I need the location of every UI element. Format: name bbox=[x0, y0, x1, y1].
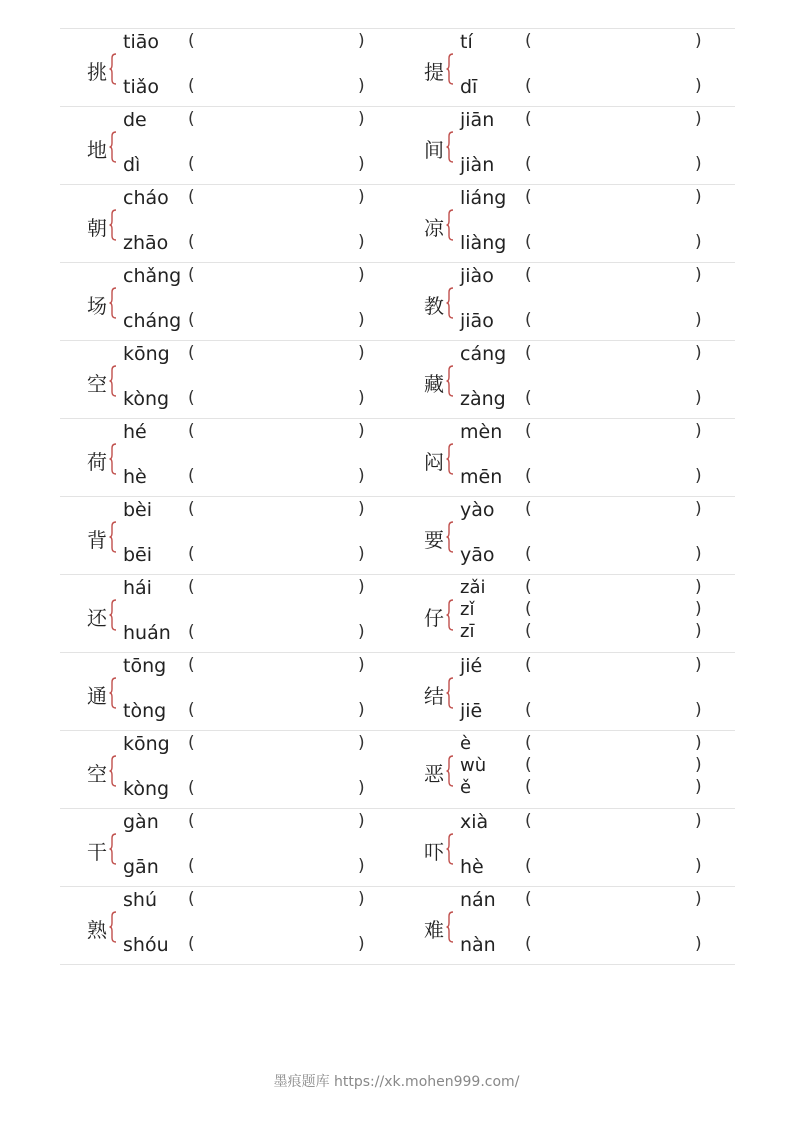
curly-brace-icon bbox=[109, 365, 117, 397]
answer-blank-close-paren[interactable]: ) bbox=[358, 232, 365, 252]
hanzi-character: 难 bbox=[424, 918, 444, 942]
polyphone-item bbox=[397, 809, 734, 886]
answer-blank-open-paren[interactable]: ( bbox=[525, 811, 532, 831]
pinyin-reading: è bbox=[460, 733, 472, 754]
pinyin-reading: tiǎo bbox=[123, 76, 159, 98]
answer-blank-close-paren[interactable]: ) bbox=[695, 388, 702, 408]
answer-blank-close-paren[interactable]: ) bbox=[358, 310, 365, 330]
pinyin-reading: tí bbox=[460, 31, 473, 53]
polyphone-item bbox=[60, 341, 397, 418]
pinyin-reading: kòng bbox=[123, 388, 170, 410]
curly-brace-icon bbox=[446, 677, 454, 709]
hanzi-character: 空 bbox=[87, 372, 107, 396]
answer-blank-open-paren[interactable]: ( bbox=[525, 76, 532, 96]
answer-blank-close-paren[interactable]: ) bbox=[695, 310, 702, 330]
polyphone-item bbox=[397, 653, 734, 730]
answer-blank-close-paren[interactable]: ) bbox=[695, 31, 702, 51]
answer-blank-close-paren[interactable]: ) bbox=[695, 621, 702, 641]
pinyin-reading: kōng bbox=[123, 733, 170, 755]
pinyin-reading: zǐ bbox=[460, 599, 475, 620]
pinyin-reading: shú bbox=[123, 889, 157, 911]
worksheet-row bbox=[60, 575, 735, 653]
answer-blank-close-paren[interactable]: ) bbox=[358, 544, 365, 564]
answer-blank-open-paren[interactable]: ( bbox=[188, 421, 195, 441]
hanzi-character: 熟 bbox=[87, 918, 107, 942]
answer-blank-open-paren[interactable]: ( bbox=[188, 934, 195, 954]
curly-brace-icon bbox=[109, 443, 117, 475]
worksheet-row bbox=[60, 29, 735, 107]
hanzi-character: 提 bbox=[424, 60, 444, 84]
answer-blank-open-paren[interactable]: ( bbox=[188, 499, 195, 519]
hanzi-character: 藏 bbox=[424, 372, 444, 396]
answer-blank-open-paren[interactable]: ( bbox=[525, 109, 532, 129]
answer-blank-close-paren[interactable]: ) bbox=[695, 577, 702, 597]
hanzi-character: 荷 bbox=[87, 450, 107, 474]
pinyin-reading: cháng bbox=[123, 310, 182, 332]
pinyin-reading: ě bbox=[460, 777, 472, 798]
hanzi-character: 凉 bbox=[424, 216, 444, 240]
pinyin-reading: de bbox=[123, 109, 147, 131]
answer-blank-open-paren[interactable]: ( bbox=[525, 777, 532, 797]
answer-blank-open-paren[interactable]: ( bbox=[525, 655, 532, 675]
answer-blank-close-paren[interactable]: ) bbox=[358, 622, 365, 642]
polyphone-item bbox=[397, 185, 734, 262]
polyphone-item bbox=[60, 29, 397, 106]
pinyin-reading: tòng bbox=[123, 700, 167, 722]
curly-brace-icon bbox=[446, 53, 454, 85]
answer-blank-close-paren[interactable]: ) bbox=[695, 544, 702, 564]
hanzi-character: 吓 bbox=[424, 840, 444, 864]
answer-blank-close-paren[interactable]: ) bbox=[358, 109, 365, 129]
pinyin-reading: jiàn bbox=[460, 154, 495, 176]
worksheet-row bbox=[60, 419, 735, 497]
answer-blank-open-paren[interactable]: ( bbox=[525, 265, 532, 285]
answer-blank-close-paren[interactable]: ) bbox=[358, 811, 365, 831]
worksheet-row bbox=[60, 263, 735, 341]
hanzi-character: 恶 bbox=[424, 762, 444, 786]
answer-blank-close-paren[interactable]: ) bbox=[358, 499, 365, 519]
curly-brace-icon bbox=[109, 911, 117, 943]
answer-blank-close-paren[interactable]: ) bbox=[358, 154, 365, 174]
worksheet-row bbox=[60, 497, 735, 575]
answer-blank-close-paren[interactable]: ) bbox=[695, 700, 702, 720]
pinyin-reading: bèi bbox=[123, 499, 153, 521]
hanzi-character: 间 bbox=[424, 138, 444, 162]
pinyin-reading: zǎi bbox=[460, 577, 486, 598]
curly-brace-icon bbox=[109, 53, 117, 85]
answer-blank-close-paren[interactable]: ) bbox=[695, 343, 702, 363]
pinyin-reading: gān bbox=[123, 856, 159, 878]
answer-blank-close-paren[interactable]: ) bbox=[695, 466, 702, 486]
answer-blank-open-paren[interactable]: ( bbox=[188, 388, 195, 408]
hanzi-character: 仔 bbox=[424, 606, 444, 630]
pinyin-reading: dī bbox=[460, 76, 478, 98]
polyphone-item bbox=[60, 497, 397, 574]
curly-brace-icon bbox=[446, 833, 454, 865]
worksheet-row bbox=[60, 887, 735, 965]
answer-blank-close-paren[interactable]: ) bbox=[358, 934, 365, 954]
answer-blank-open-paren[interactable]: ( bbox=[188, 31, 195, 51]
answer-blank-close-paren[interactable]: ) bbox=[358, 700, 365, 720]
curly-brace-icon bbox=[109, 755, 117, 787]
answer-blank-open-paren[interactable]: ( bbox=[525, 499, 532, 519]
answer-blank-open-paren[interactable]: ( bbox=[188, 733, 195, 753]
pinyin-reading: liàng bbox=[460, 232, 507, 254]
answer-blank-open-paren[interactable]: ( bbox=[525, 599, 532, 619]
answer-blank-open-paren[interactable]: ( bbox=[188, 343, 195, 363]
curly-brace-icon bbox=[109, 131, 117, 163]
pinyin-reading: xià bbox=[460, 811, 489, 833]
answer-blank-open-paren[interactable]: ( bbox=[525, 733, 532, 753]
polyphone-item bbox=[60, 263, 397, 340]
worksheet-row bbox=[60, 107, 735, 185]
pinyin-reading: zhāo bbox=[123, 232, 169, 254]
pinyin-reading: hè bbox=[460, 856, 484, 878]
pinyin-reading: wù bbox=[460, 755, 487, 776]
pinyin-reading: yāo bbox=[460, 544, 495, 566]
hanzi-character: 通 bbox=[87, 684, 107, 708]
answer-blank-close-paren[interactable]: ) bbox=[358, 31, 365, 51]
answer-blank-close-paren[interactable]: ) bbox=[358, 421, 365, 441]
answer-blank-open-paren[interactable]: ( bbox=[188, 577, 195, 597]
hanzi-character: 结 bbox=[424, 684, 444, 708]
answer-blank-close-paren[interactable]: ) bbox=[695, 655, 702, 675]
hanzi-character: 地 bbox=[87, 138, 107, 162]
answer-blank-open-paren[interactable]: ( bbox=[525, 421, 532, 441]
curly-brace-icon bbox=[109, 287, 117, 319]
answer-blank-close-paren[interactable]: ) bbox=[695, 232, 702, 252]
answer-blank-open-paren[interactable]: ( bbox=[525, 388, 532, 408]
pinyin-reading: dì bbox=[123, 154, 141, 176]
answer-blank-open-paren[interactable]: ( bbox=[525, 544, 532, 564]
worksheet-row bbox=[60, 653, 735, 731]
answer-blank-close-paren[interactable]: ) bbox=[358, 265, 365, 285]
answer-blank-close-paren[interactable]: ) bbox=[695, 76, 702, 96]
curly-brace-icon bbox=[109, 521, 117, 553]
answer-blank-open-paren[interactable]: ( bbox=[188, 466, 195, 486]
answer-blank-open-paren[interactable]: ( bbox=[188, 700, 195, 720]
curly-brace-icon bbox=[446, 209, 454, 241]
hanzi-character: 教 bbox=[424, 294, 444, 318]
polyphone-item bbox=[397, 887, 734, 964]
pinyin-reading: jiào bbox=[460, 265, 494, 287]
answer-blank-open-paren[interactable]: ( bbox=[525, 31, 532, 51]
curly-brace-icon bbox=[446, 443, 454, 475]
pinyin-reading: hè bbox=[123, 466, 147, 488]
answer-blank-close-paren[interactable]: ) bbox=[358, 466, 365, 486]
answer-blank-close-paren[interactable]: ) bbox=[695, 856, 702, 876]
hanzi-character: 挑 bbox=[87, 60, 107, 84]
footer-watermark: 墨痕题库 https://xk.mohen999.com/ bbox=[273, 1074, 520, 1090]
polyphone-item bbox=[60, 887, 397, 964]
pinyin-reading: hái bbox=[123, 577, 152, 599]
answer-blank-open-paren[interactable]: ( bbox=[525, 856, 532, 876]
answer-blank-open-paren[interactable]: ( bbox=[188, 889, 195, 909]
worksheet-row bbox=[60, 809, 735, 887]
pinyin-reading: cáng bbox=[460, 343, 507, 365]
pinyin-reading: liáng bbox=[460, 187, 507, 209]
answer-blank-close-paren[interactable]: ) bbox=[358, 655, 365, 675]
answer-blank-open-paren[interactable]: ( bbox=[188, 856, 195, 876]
pinyin-reading: zī bbox=[460, 621, 475, 642]
pinyin-reading: nàn bbox=[460, 934, 496, 956]
polyphone-item bbox=[60, 107, 397, 184]
curly-brace-icon bbox=[446, 911, 454, 943]
answer-blank-open-paren[interactable]: ( bbox=[525, 154, 532, 174]
answer-blank-open-paren[interactable]: ( bbox=[188, 811, 195, 831]
polyphone-item bbox=[397, 29, 734, 106]
pinyin-reading: gàn bbox=[123, 811, 159, 833]
polyphone-item bbox=[397, 497, 734, 574]
answer-blank-close-paren[interactable]: ) bbox=[358, 733, 365, 753]
answer-blank-open-paren[interactable]: ( bbox=[525, 343, 532, 363]
polyphone-item bbox=[60, 419, 397, 496]
answer-blank-open-paren[interactable]: ( bbox=[188, 76, 195, 96]
worksheet-row bbox=[60, 341, 735, 419]
worksheet-row bbox=[60, 731, 735, 809]
polyphone-item bbox=[60, 731, 397, 808]
pinyin-reading: tiāo bbox=[123, 31, 159, 53]
answer-blank-close-paren[interactable]: ) bbox=[695, 499, 702, 519]
hanzi-character: 干 bbox=[87, 840, 107, 864]
answer-blank-close-paren[interactable]: ) bbox=[695, 889, 702, 909]
answer-blank-open-paren[interactable]: ( bbox=[188, 622, 195, 642]
answer-blank-close-paren[interactable]: ) bbox=[695, 733, 702, 753]
answer-blank-open-paren[interactable]: ( bbox=[188, 310, 195, 330]
curly-brace-icon bbox=[109, 833, 117, 865]
polyphone-item bbox=[60, 653, 397, 730]
answer-blank-close-paren[interactable]: ) bbox=[358, 187, 365, 207]
answer-blank-open-paren[interactable]: ( bbox=[525, 755, 532, 775]
answer-blank-open-paren[interactable]: ( bbox=[525, 889, 532, 909]
curly-brace-icon bbox=[446, 599, 454, 631]
pinyin-reading: nán bbox=[460, 889, 496, 911]
polyphone-item bbox=[397, 419, 734, 496]
answer-blank-close-paren[interactable]: ) bbox=[695, 811, 702, 831]
hanzi-character: 闷 bbox=[424, 450, 444, 474]
answer-blank-close-paren[interactable]: ) bbox=[358, 889, 365, 909]
hanzi-character: 背 bbox=[87, 528, 107, 552]
polyphone-item bbox=[397, 731, 734, 808]
curly-brace-icon bbox=[446, 287, 454, 319]
answer-blank-open-paren[interactable]: ( bbox=[188, 655, 195, 675]
answer-blank-open-paren[interactable]: ( bbox=[525, 310, 532, 330]
curly-brace-icon bbox=[446, 521, 454, 553]
answer-blank-open-paren[interactable]: ( bbox=[188, 232, 195, 252]
answer-blank-open-paren[interactable]: ( bbox=[525, 700, 532, 720]
polyphone-item bbox=[397, 263, 734, 340]
pinyin-reading: chǎng bbox=[123, 265, 182, 287]
hanzi-character: 朝 bbox=[87, 216, 107, 240]
answer-blank-open-paren[interactable]: ( bbox=[188, 154, 195, 174]
pinyin-reading: kōng bbox=[123, 343, 170, 365]
hanzi-character: 要 bbox=[424, 528, 444, 552]
answer-blank-close-paren[interactable]: ) bbox=[695, 109, 702, 129]
pinyin-reading: bēi bbox=[123, 544, 153, 566]
answer-blank-close-paren[interactable]: ) bbox=[695, 599, 702, 619]
answer-blank-open-paren[interactable]: ( bbox=[188, 265, 195, 285]
answer-blank-open-paren[interactable]: ( bbox=[188, 778, 195, 798]
answer-blank-open-paren[interactable]: ( bbox=[525, 621, 532, 641]
polyphone-item bbox=[60, 575, 397, 652]
answer-blank-open-paren[interactable]: ( bbox=[525, 187, 532, 207]
worksheet-row bbox=[60, 185, 735, 263]
polyphone-item bbox=[397, 341, 734, 418]
pinyin-reading: hé bbox=[123, 421, 147, 443]
pinyin-reading: kòng bbox=[123, 778, 170, 800]
pinyin-reading: yào bbox=[460, 499, 495, 521]
answer-blank-open-paren[interactable]: ( bbox=[188, 544, 195, 564]
curly-brace-icon bbox=[109, 599, 117, 631]
pinyin-reading: tōng bbox=[123, 655, 167, 677]
answer-blank-close-paren[interactable]: ) bbox=[358, 76, 365, 96]
answer-blank-open-paren[interactable]: ( bbox=[525, 577, 532, 597]
pinyin-reading: zàng bbox=[460, 388, 506, 410]
answer-blank-close-paren[interactable]: ) bbox=[358, 778, 365, 798]
hanzi-character: 场 bbox=[87, 294, 107, 318]
answer-blank-close-paren[interactable]: ) bbox=[695, 934, 702, 954]
answer-blank-open-paren[interactable]: ( bbox=[188, 109, 195, 129]
curly-brace-icon bbox=[109, 209, 117, 241]
curly-brace-icon bbox=[446, 365, 454, 397]
answer-blank-close-paren[interactable]: ) bbox=[695, 187, 702, 207]
answer-blank-open-paren[interactable]: ( bbox=[525, 466, 532, 486]
answer-blank-close-paren[interactable]: ) bbox=[358, 388, 365, 408]
polyphone-worksheet bbox=[60, 28, 735, 965]
answer-blank-open-paren[interactable]: ( bbox=[525, 934, 532, 954]
hanzi-character: 空 bbox=[87, 762, 107, 786]
curly-brace-icon bbox=[446, 131, 454, 163]
answer-blank-open-paren[interactable]: ( bbox=[525, 232, 532, 252]
pinyin-reading: mèn bbox=[460, 421, 503, 443]
hanzi-character: 还 bbox=[87, 606, 107, 630]
pinyin-reading: jiē bbox=[460, 700, 483, 722]
answer-blank-close-paren[interactable]: ) bbox=[695, 777, 702, 797]
answer-blank-close-paren[interactable]: ) bbox=[358, 856, 365, 876]
pinyin-reading: jiān bbox=[460, 109, 495, 131]
polyphone-item bbox=[60, 185, 397, 262]
pinyin-reading: jié bbox=[460, 655, 483, 677]
answer-blank-open-paren[interactable]: ( bbox=[188, 187, 195, 207]
pinyin-reading: mēn bbox=[460, 466, 503, 488]
answer-blank-close-paren[interactable]: ) bbox=[695, 265, 702, 285]
polyphone-item bbox=[397, 575, 734, 652]
answer-blank-close-paren[interactable]: ) bbox=[358, 577, 365, 597]
answer-blank-close-paren[interactable]: ) bbox=[695, 154, 702, 174]
answer-blank-close-paren[interactable]: ) bbox=[695, 421, 702, 441]
pinyin-reading: shóu bbox=[123, 934, 169, 956]
polyphone-item bbox=[60, 809, 397, 886]
pinyin-reading: jiāo bbox=[460, 310, 494, 332]
pinyin-reading: cháo bbox=[123, 187, 169, 209]
answer-blank-close-paren[interactable]: ) bbox=[358, 343, 365, 363]
pinyin-reading: huán bbox=[123, 622, 171, 644]
curly-brace-icon bbox=[446, 755, 454, 787]
polyphone-item bbox=[397, 107, 734, 184]
answer-blank-close-paren[interactable]: ) bbox=[695, 755, 702, 775]
curly-brace-icon bbox=[109, 677, 117, 709]
